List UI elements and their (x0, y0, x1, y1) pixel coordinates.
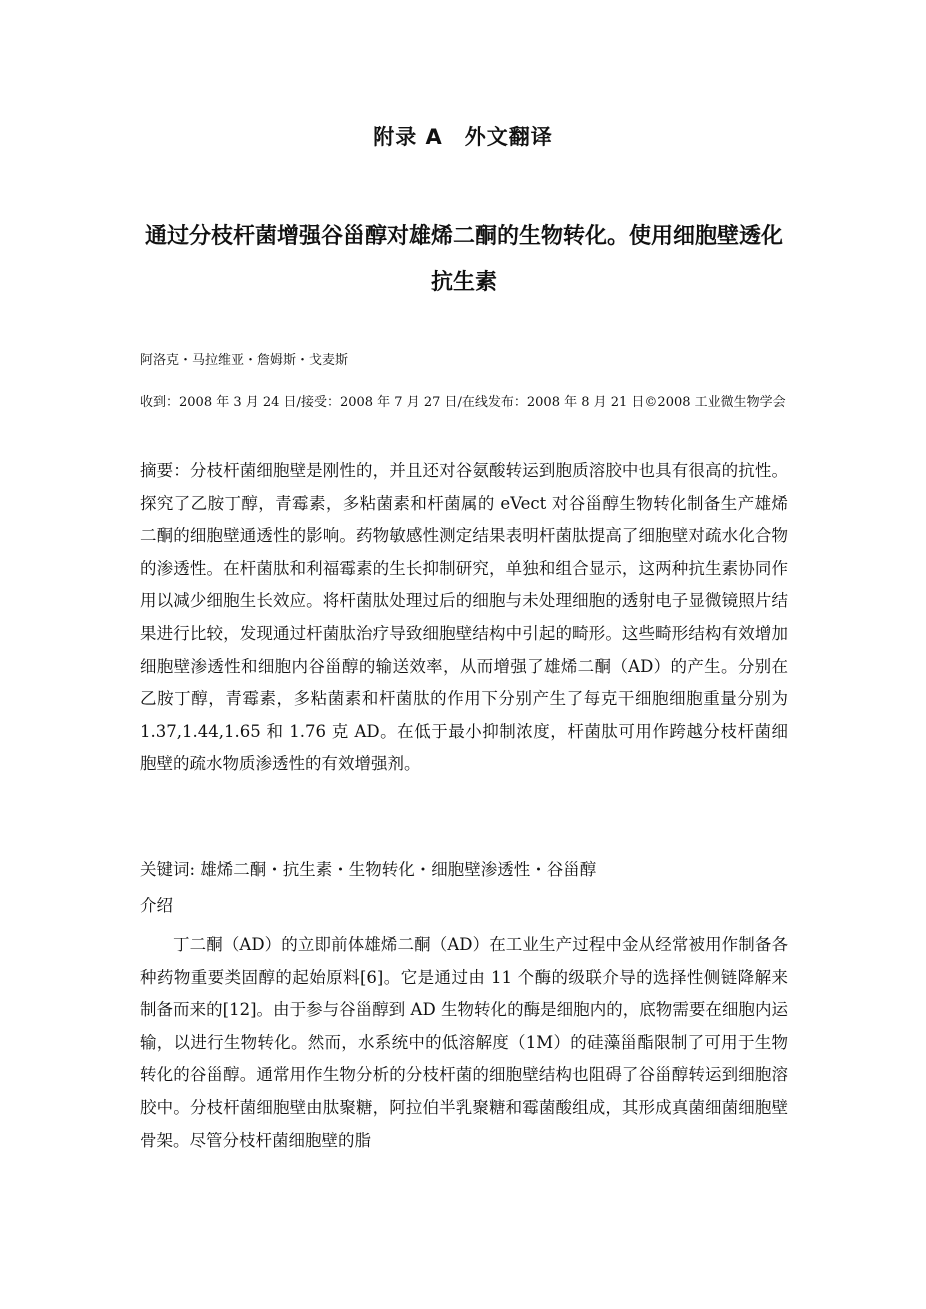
article-title: 通过分枝杆菌增强谷甾醇对雄烯二酮的生物转化。使用细胞壁透化抗生素 (144, 224, 783, 295)
introduction-paragraph: 丁二酮（AD）的立即前体雄烯二酮（AD）在工业生产过程中金从经常被用作制备各种药物重要类固醇的起始原料[6]。它是通过由 11 个酶的级联介导的选择性侧链降解来制备而来的[12]。由于参与谷甾醇到 AD 生物转化的酶是细胞内的，底物需要在细胞内运输，以进行生物转化。然而，水系统中的低溶解度（1M）的硅藻甾酯限制了可用于生物转化的谷甾醇。通常用作生物分析的分枝杆菌的细胞壁结构也阻碍了谷甾醇转运到细胞溶胶中。分枝杆菌细胞壁由肽聚糖，阿拉伯半乳聚糖和霉菌酸组成，其形成真菌细菌细胞壁骨架。尽管分枝杆菌细胞壁的脂 (140, 935, 788, 1150)
abstract-paragraph: 摘要：分枝杆菌细胞壁是刚性的，并且还对谷氨酸转运到胞质溶胶中也具有很高的抗性。探究了乙胺丁醇，青霉素，多粘菌素和杆菌属的 eVect 对谷甾醇生物转化制备生产雄烯二酮的细胞壁通透性的影响。药物敏感性测定结果表明杆菌肽提高了细胞壁对疏水化合物的渗透性。在杆菌肽和利福霉素的生长抑制研究，单独和组合显示，这两种抗生素协同作用以减少细胞生长效应。将杆菌肽处理过后的细胞与未处理细胞的透射电子显微镜照片结果进行比较，发现通过杆菌肽治疗导致细胞壁结构中引起的畸形。这些畸形结构有效增加细胞壁渗透性和细胞内谷甾醇的输送效率，从而增强了雄烯二酮（AD）的产生。分别在乙胺丁醇，青霉素，多粘菌素和杆菌肽的作用下分别产生了每克干细胞细胞重量分别为 1.37,1.44,1.65 和 1.76 克 AD。在低于最小抑制浓度，杆菌肽可用作跨越分枝杆菌细胞壁的疏水物质渗透性的有效增强剂。 (140, 461, 788, 774)
keywords-line: 关键词: 雄烯二酮・抗生素・生物转化・细胞壁渗透性・谷甾醇 (140, 860, 597, 879)
appendix-title: 附录 A 外文翻译 (373, 125, 553, 149)
publication-dates: 收到：2008 年 3 月 24 日/接受：2008 年 7 月 27 日/在线发布：2008 年 8 月 21 日©2008 工业微生物学会 (140, 395, 786, 410)
authors-line: 阿洛克・马拉维亚・詹姆斯・戈麦斯 (140, 353, 349, 368)
introduction-heading: 介绍 (140, 896, 173, 915)
